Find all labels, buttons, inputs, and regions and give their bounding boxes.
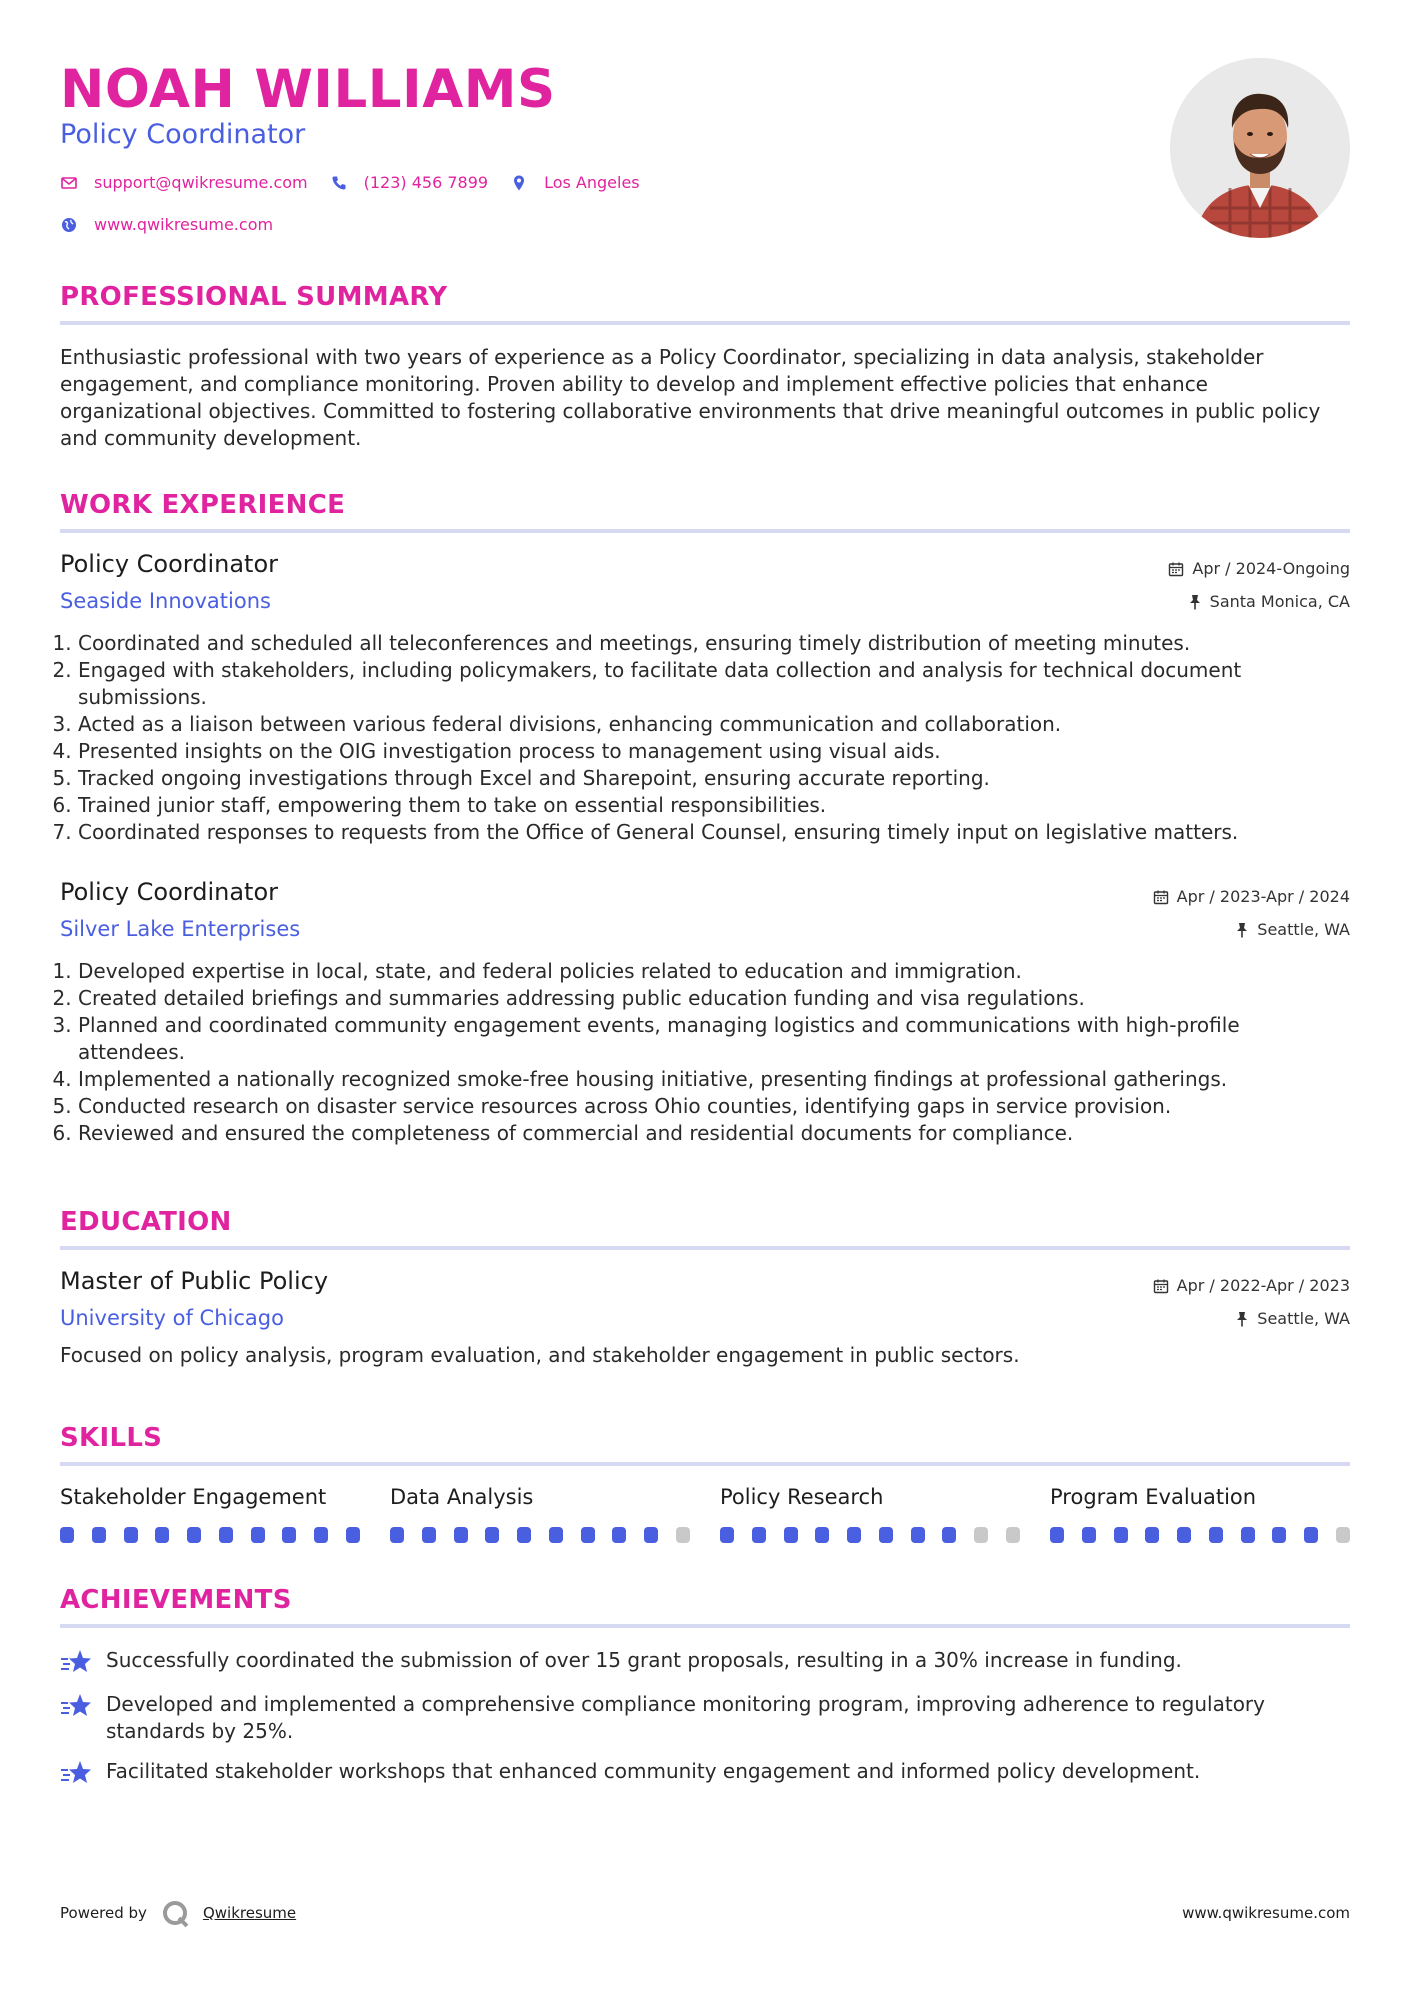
envelope-icon: [60, 174, 78, 192]
skill-name: Stakeholder Engagement: [60, 1485, 327, 1509]
skill-dot-empty: [1006, 1527, 1020, 1543]
profile-photo: [1170, 58, 1350, 238]
list-item: [60, 1758, 1350, 1788]
skill-dot-empty: [974, 1527, 988, 1543]
list-item: 7. Coordinated responses to requests from the Office of General Counsel, ensuring timely input on legislative matters.: [78, 819, 1348, 846]
experience-heading: WORK EXPERIENCE: [60, 490, 346, 520]
skill-dot-filled: [219, 1527, 233, 1543]
education-heading: EDUCATION: [60, 1207, 232, 1237]
skill-dot-filled: [1272, 1527, 1286, 1543]
skill-dot-filled: [155, 1527, 169, 1543]
globe-icon: [60, 216, 78, 234]
skill-level-meter: [1050, 1527, 1350, 1543]
achievement-text: Successfully coordinated the submission of over 15 grant proposals, resulting in a 30% increase in funding.: [106, 1648, 1182, 1672]
skill-item: [720, 1483, 1020, 1543]
avatar: [1170, 58, 1350, 238]
skill-dot-filled: [282, 1527, 296, 1543]
phone-icon: [330, 174, 348, 192]
skill-dot-filled: [752, 1527, 766, 1543]
resume-page: [60, 0, 1350, 1990]
skill-dot-filled: [390, 1527, 404, 1543]
skill-dot-filled: [1177, 1527, 1191, 1543]
skill-dot-filled: [1209, 1527, 1223, 1543]
skill-dot-filled: [346, 1527, 360, 1543]
job-dates-text: Apr / 2024-Ongoing: [1192, 559, 1350, 578]
skill-dot-filled: [124, 1527, 138, 1543]
job-company: Silver Lake Enterprises: [60, 917, 301, 941]
skill-level-meter: [720, 1527, 1020, 1543]
list-item: [60, 1647, 1350, 1677]
experience-divider: [60, 529, 1350, 533]
calendar-icon: [1153, 1278, 1169, 1294]
skill-item: [1050, 1483, 1350, 1543]
skill-dot-filled: [847, 1527, 861, 1543]
skill-item: [60, 1483, 360, 1543]
contact-email[interactable]: support@qwikresume.com: [94, 173, 308, 192]
candidate-name: NOAH WILLIAMS: [60, 59, 556, 120]
achievements-divider: [60, 1624, 1350, 1628]
skill-name: Policy Research: [720, 1485, 884, 1509]
summary-heading: PROFESSIONAL SUMMARY: [60, 282, 448, 312]
skills-divider: [60, 1462, 1350, 1466]
skill-dot-filled: [644, 1527, 658, 1543]
skill-dot-filled: [1304, 1527, 1318, 1543]
job-bullets: [60, 630, 1348, 846]
job-bullets: [60, 958, 1348, 1147]
skill-dot-filled: [942, 1527, 956, 1543]
skill-dot-filled: [879, 1527, 893, 1543]
summary-text: Enthusiastic professional with two years of experience as a Policy Coordinator, specializing in data analysis, stakeholder engagement, and compliance monitoring. Proven ability to develop and implement effective policies that enhance organizational objectives. Committed to fostering collaborative environments that drive meaningful outcomes in public policy and community development.: [60, 345, 1321, 450]
skills-heading: SKILLS: [60, 1423, 163, 1453]
footer-powered: [60, 1898, 296, 1928]
skill-dot-filled: [784, 1527, 798, 1543]
skill-dot-filled: [251, 1527, 265, 1543]
skill-dot-filled: [517, 1527, 531, 1543]
skill-dot-filled: [1114, 1527, 1128, 1543]
education-description: Focused on policy analysis, program evaluation, and stakeholder engagement in public sectors.: [60, 1343, 1020, 1367]
skill-dot-filled: [720, 1527, 734, 1543]
skill-dot-empty: [1336, 1527, 1350, 1543]
skill-name: Data Analysis: [390, 1485, 534, 1509]
degree-title: Master of Public Policy: [60, 1267, 329, 1295]
list-item: 4. Implemented a nationally recognized smoke-free housing initiative, presenting findings at professional gatherings.: [78, 1066, 1348, 1093]
contact-website[interactable]: www.qwikresume.com: [94, 215, 274, 234]
calendar-icon: [1168, 561, 1184, 577]
list-item: 6. Trained junior staff, empowering them to take on essential responsibilities.: [78, 792, 1348, 819]
job-dates: [1153, 887, 1350, 906]
skill-dot-filled: [314, 1527, 328, 1543]
job-location: [1188, 592, 1350, 611]
qwikresume-logo-icon: [159, 1898, 193, 1928]
skill-dot-filled: [187, 1527, 201, 1543]
skill-dot-filled: [454, 1527, 468, 1543]
brand-link[interactable]: Qwikresume: [202, 1904, 297, 1922]
contact-location: Los Angeles: [544, 173, 640, 192]
job-location-text: Seattle, WA: [1257, 920, 1350, 939]
education-divider: [60, 1246, 1350, 1250]
skill-dot-empty: [676, 1527, 690, 1543]
contact-row-1: [60, 173, 662, 192]
footer-url[interactable]: www.qwikresume.com: [1182, 1904, 1350, 1922]
education-location-text: Seattle, WA: [1257, 1309, 1350, 1328]
skill-dot-filled: [581, 1527, 595, 1543]
job-title: Policy Coordinator: [60, 878, 279, 906]
star-icon: [60, 1691, 94, 1721]
skill-dot-filled: [1082, 1527, 1096, 1543]
education-dates: [1153, 1276, 1350, 1295]
map-pin-icon: [510, 174, 528, 192]
pushpin-icon: [1188, 594, 1202, 610]
skill-dot-filled: [92, 1527, 106, 1543]
list-item: 4. Presented insights on the OIG investigation process to management using visual aids.: [78, 738, 1348, 765]
pushpin-icon: [1235, 1311, 1249, 1327]
education-location: [1235, 1309, 1350, 1328]
job-location: [1235, 920, 1350, 939]
job-dates: [1168, 559, 1350, 578]
skill-dot-filled: [612, 1527, 626, 1543]
skill-dot-filled: [549, 1527, 563, 1543]
star-icon: [60, 1647, 94, 1677]
skill-dot-filled: [1241, 1527, 1255, 1543]
list-item: [60, 1691, 1350, 1745]
job-title: Policy Coordinator: [60, 550, 279, 578]
achievement-text: Developed and implemented a comprehensive compliance monitoring program, improving adherence to regulatory standards by 25%.: [106, 1692, 1265, 1743]
list-item: 5. Tracked ongoing investigations through Excel and Sharepoint, ensuring accurate reporting.: [78, 765, 1348, 792]
job-dates-text: Apr / 2023-Apr / 2024: [1176, 887, 1350, 906]
list-item: 3. Acted as a liaison between various federal divisions, enhancing communication and collaboration.: [78, 711, 1348, 738]
job-location-text: Santa Monica, CA: [1209, 592, 1350, 611]
skill-dot-filled: [60, 1527, 74, 1543]
summary-divider: [60, 321, 1350, 325]
list-item: 1. Developed expertise in local, state, and federal policies related to education and immigration.: [78, 958, 1348, 985]
education-dates-text: Apr / 2022-Apr / 2023: [1176, 1276, 1350, 1295]
skill-level-meter: [60, 1527, 360, 1543]
achievements-heading: ACHIEVEMENTS: [60, 1585, 292, 1615]
powered-by-label: Powered by: [60, 1904, 147, 1922]
skill-dot-filled: [485, 1527, 499, 1543]
contact-phone[interactable]: (123) 456 7899: [363, 173, 489, 192]
skill-dot-filled: [1050, 1527, 1064, 1543]
school-name: University of Chicago: [60, 1306, 284, 1330]
skill-item: [390, 1483, 690, 1543]
skill-level-meter: [390, 1527, 690, 1543]
contact-row-2: [60, 215, 295, 234]
pushpin-icon: [1235, 922, 1249, 938]
list-item: 2. Created detailed briefings and summaries addressing public education funding and visa regulations.: [78, 985, 1348, 1012]
list-item: 3. Planned and coordinated community engagement events, managing logistics and communications with high-profile attendees.: [78, 1012, 1348, 1066]
candidate-title: Policy Coordinator: [60, 119, 306, 150]
calendar-icon: [1153, 889, 1169, 905]
list-item: 2. Engaged with stakeholders, including policymakers, to facilitate data collection and analysis for technical document submissions.: [78, 657, 1348, 711]
list-item: 6. Reviewed and ensured the completeness of commercial and residential documents for compliance.: [78, 1120, 1348, 1147]
list-item: 5. Conducted research on disaster service resources across Ohio counties, identifying gaps in service provision.: [78, 1093, 1348, 1120]
skill-dot-filled: [1145, 1527, 1159, 1543]
star-icon: [60, 1758, 94, 1788]
achievement-text: Facilitated stakeholder workshops that enhanced community engagement and informed policy development.: [106, 1759, 1201, 1783]
skill-dot-filled: [815, 1527, 829, 1543]
list-item: 1. Coordinated and scheduled all teleconferences and meetings, ensuring timely distribution of meeting minutes.: [78, 630, 1348, 657]
skill-dot-filled: [422, 1527, 436, 1543]
job-company: Seaside Innovations: [60, 589, 271, 613]
skill-dot-filled: [911, 1527, 925, 1543]
skill-name: Program Evaluation: [1050, 1485, 1257, 1509]
